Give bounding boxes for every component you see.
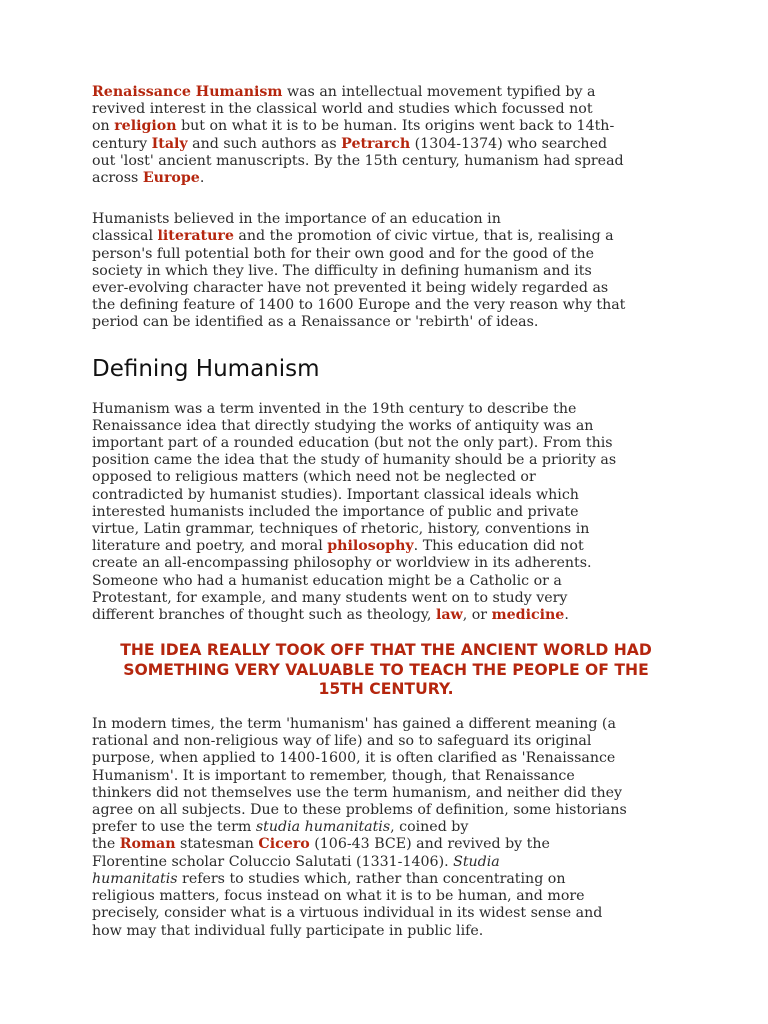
link-cicero[interactable]: Cicero: [258, 836, 310, 853]
link-italy[interactable]: Italy: [151, 135, 188, 152]
link-medicine[interactable]: medicine: [491, 607, 565, 624]
text-line: important part of a rounded education (but not the only part). From this: [92, 435, 613, 452]
text-line: Humanism was a term invented in the 19th century to describe the: [92, 400, 577, 417]
text-line: religious matters, focus instead on what it is to be human, and more: [92, 888, 585, 905]
link-europe[interactable]: Europe: [142, 170, 200, 187]
link-religion[interactable]: religion: [114, 118, 177, 135]
text-line: purpose, when applied to 1400-1600, it is often clarified as 'Renaissance: [92, 750, 616, 767]
text-line: contradicted by humanist studies). Important classical ideals which: [92, 486, 579, 503]
text-line: society in which they live. The difficulty in defining humanism and its: [92, 262, 592, 279]
text-line: the defining feature of 1400 to 1600 Europe and the very reason why that: [92, 297, 626, 314]
text-line: person's full potential both for their own good and for the good of the: [92, 245, 595, 262]
text-line: century Italy and such authors as Petrarch (1304-1374) who searched: [92, 135, 608, 152]
modern-meaning-paragraph: [92, 716, 682, 940]
italic-term: studia humanitatis: [255, 819, 391, 836]
text-line: Humanists believed in the importance of an education in: [92, 211, 501, 228]
text-line: period can be identified as a Renaissance or 'rebirth' of ideas.: [92, 314, 539, 331]
text-line: revived interest in the classical world and studies which focussed not: [92, 101, 593, 118]
text-line: interested humanists included the importance of public and private: [92, 503, 579, 520]
text-line: create an all-encompassing philosophy or worldview in its adherents.: [92, 555, 592, 572]
italic-term: Studia: [453, 853, 500, 870]
intro-paragraph: [92, 84, 682, 187]
text-line: In modern times, the term 'humanism' has gained a different meaning (a: [92, 716, 616, 733]
text-line: opposed to religious matters (which need not be neglected or: [92, 469, 536, 486]
text-line: humanitatis refers to studies which, rather than concentrating on: [92, 870, 566, 887]
text-line: across Europe.: [92, 170, 205, 187]
definition-paragraph: [92, 401, 682, 625]
section-heading: Defining Humanism: [92, 355, 320, 382]
italic-term: humanitatis: [92, 870, 178, 887]
link-renaissance-humanism[interactable]: Renaissance Humanism: [92, 84, 283, 100]
text-line: rational and non-religious way of life) and so to safeguard its original: [92, 733, 592, 750]
text-line: on religion but on what it is to be human. Its origins went back to 14th-: [92, 118, 615, 135]
text-line: literature and poetry, and moral philosophy. This education did not: [92, 538, 584, 555]
text-line: virtue, Latin grammar, techniques of rhetoric, history, conventions in: [92, 521, 590, 538]
quote-line: SOMETHING VERY VALUABLE TO TEACH THE PEOPLE OF THE: [123, 660, 649, 679]
education-paragraph: [92, 211, 682, 331]
text-line: Someone who had a humanist education might be a Catholic or a: [92, 572, 562, 589]
link-philosophy[interactable]: philosophy: [327, 538, 414, 555]
text-line: ever-evolving character have not prevented it being widely regarded as: [92, 280, 609, 297]
text-line: Renaissance idea that directly studying the works of antiquity was an: [92, 417, 594, 434]
quote-line: 15TH CENTURY.: [318, 680, 454, 699]
link-petrarch[interactable]: Petrarch: [341, 135, 411, 152]
pull-quote: [92, 641, 682, 700]
text-line: prefer to use the term studia humanitatis, coined by: [92, 819, 469, 836]
text-line: Florentine scholar Coluccio Salutati (1331-1406). Studia: [92, 853, 500, 870]
link-literature[interactable]: literature: [157, 228, 234, 245]
link-roman[interactable]: Roman: [119, 836, 176, 853]
text-line: Humanism'. It is important to remember, though, that Renaissance: [92, 767, 575, 784]
text-line: precisely, consider what is a virtuous individual in its widest sense and: [92, 905, 603, 922]
text-line: how may that individual fully participate in public life.: [92, 922, 484, 939]
quote-line: THE IDEA REALLY TOOK OFF THAT THE ANCIENT WORLD HAD: [120, 641, 652, 660]
text-line: Renaissance Humanism was an intellectual movement typified by a: [92, 84, 596, 100]
text-line: thinkers did not themselves use the term humanism, and neither did they: [92, 784, 623, 801]
text-line: agree on all subjects. Due to these problems of definition, some historians: [92, 802, 627, 819]
text-line: different branches of thought such as theology, law, or medicine.: [92, 607, 569, 624]
link-law[interactable]: law: [435, 607, 463, 624]
text-line: Protestant, for example, and many students went on to study very: [92, 589, 568, 606]
text-line: position came the idea that the study of humanity should be a priority as: [92, 452, 617, 469]
text-line: classical literature and the promotion of civic virtue, that is, realising a: [92, 228, 614, 245]
text-line: out 'lost' ancient manuscripts. By the 15th century, humanism had spread: [92, 152, 624, 169]
text-line: the Roman statesman Cicero (106-43 BCE) and revived by the: [92, 836, 550, 853]
